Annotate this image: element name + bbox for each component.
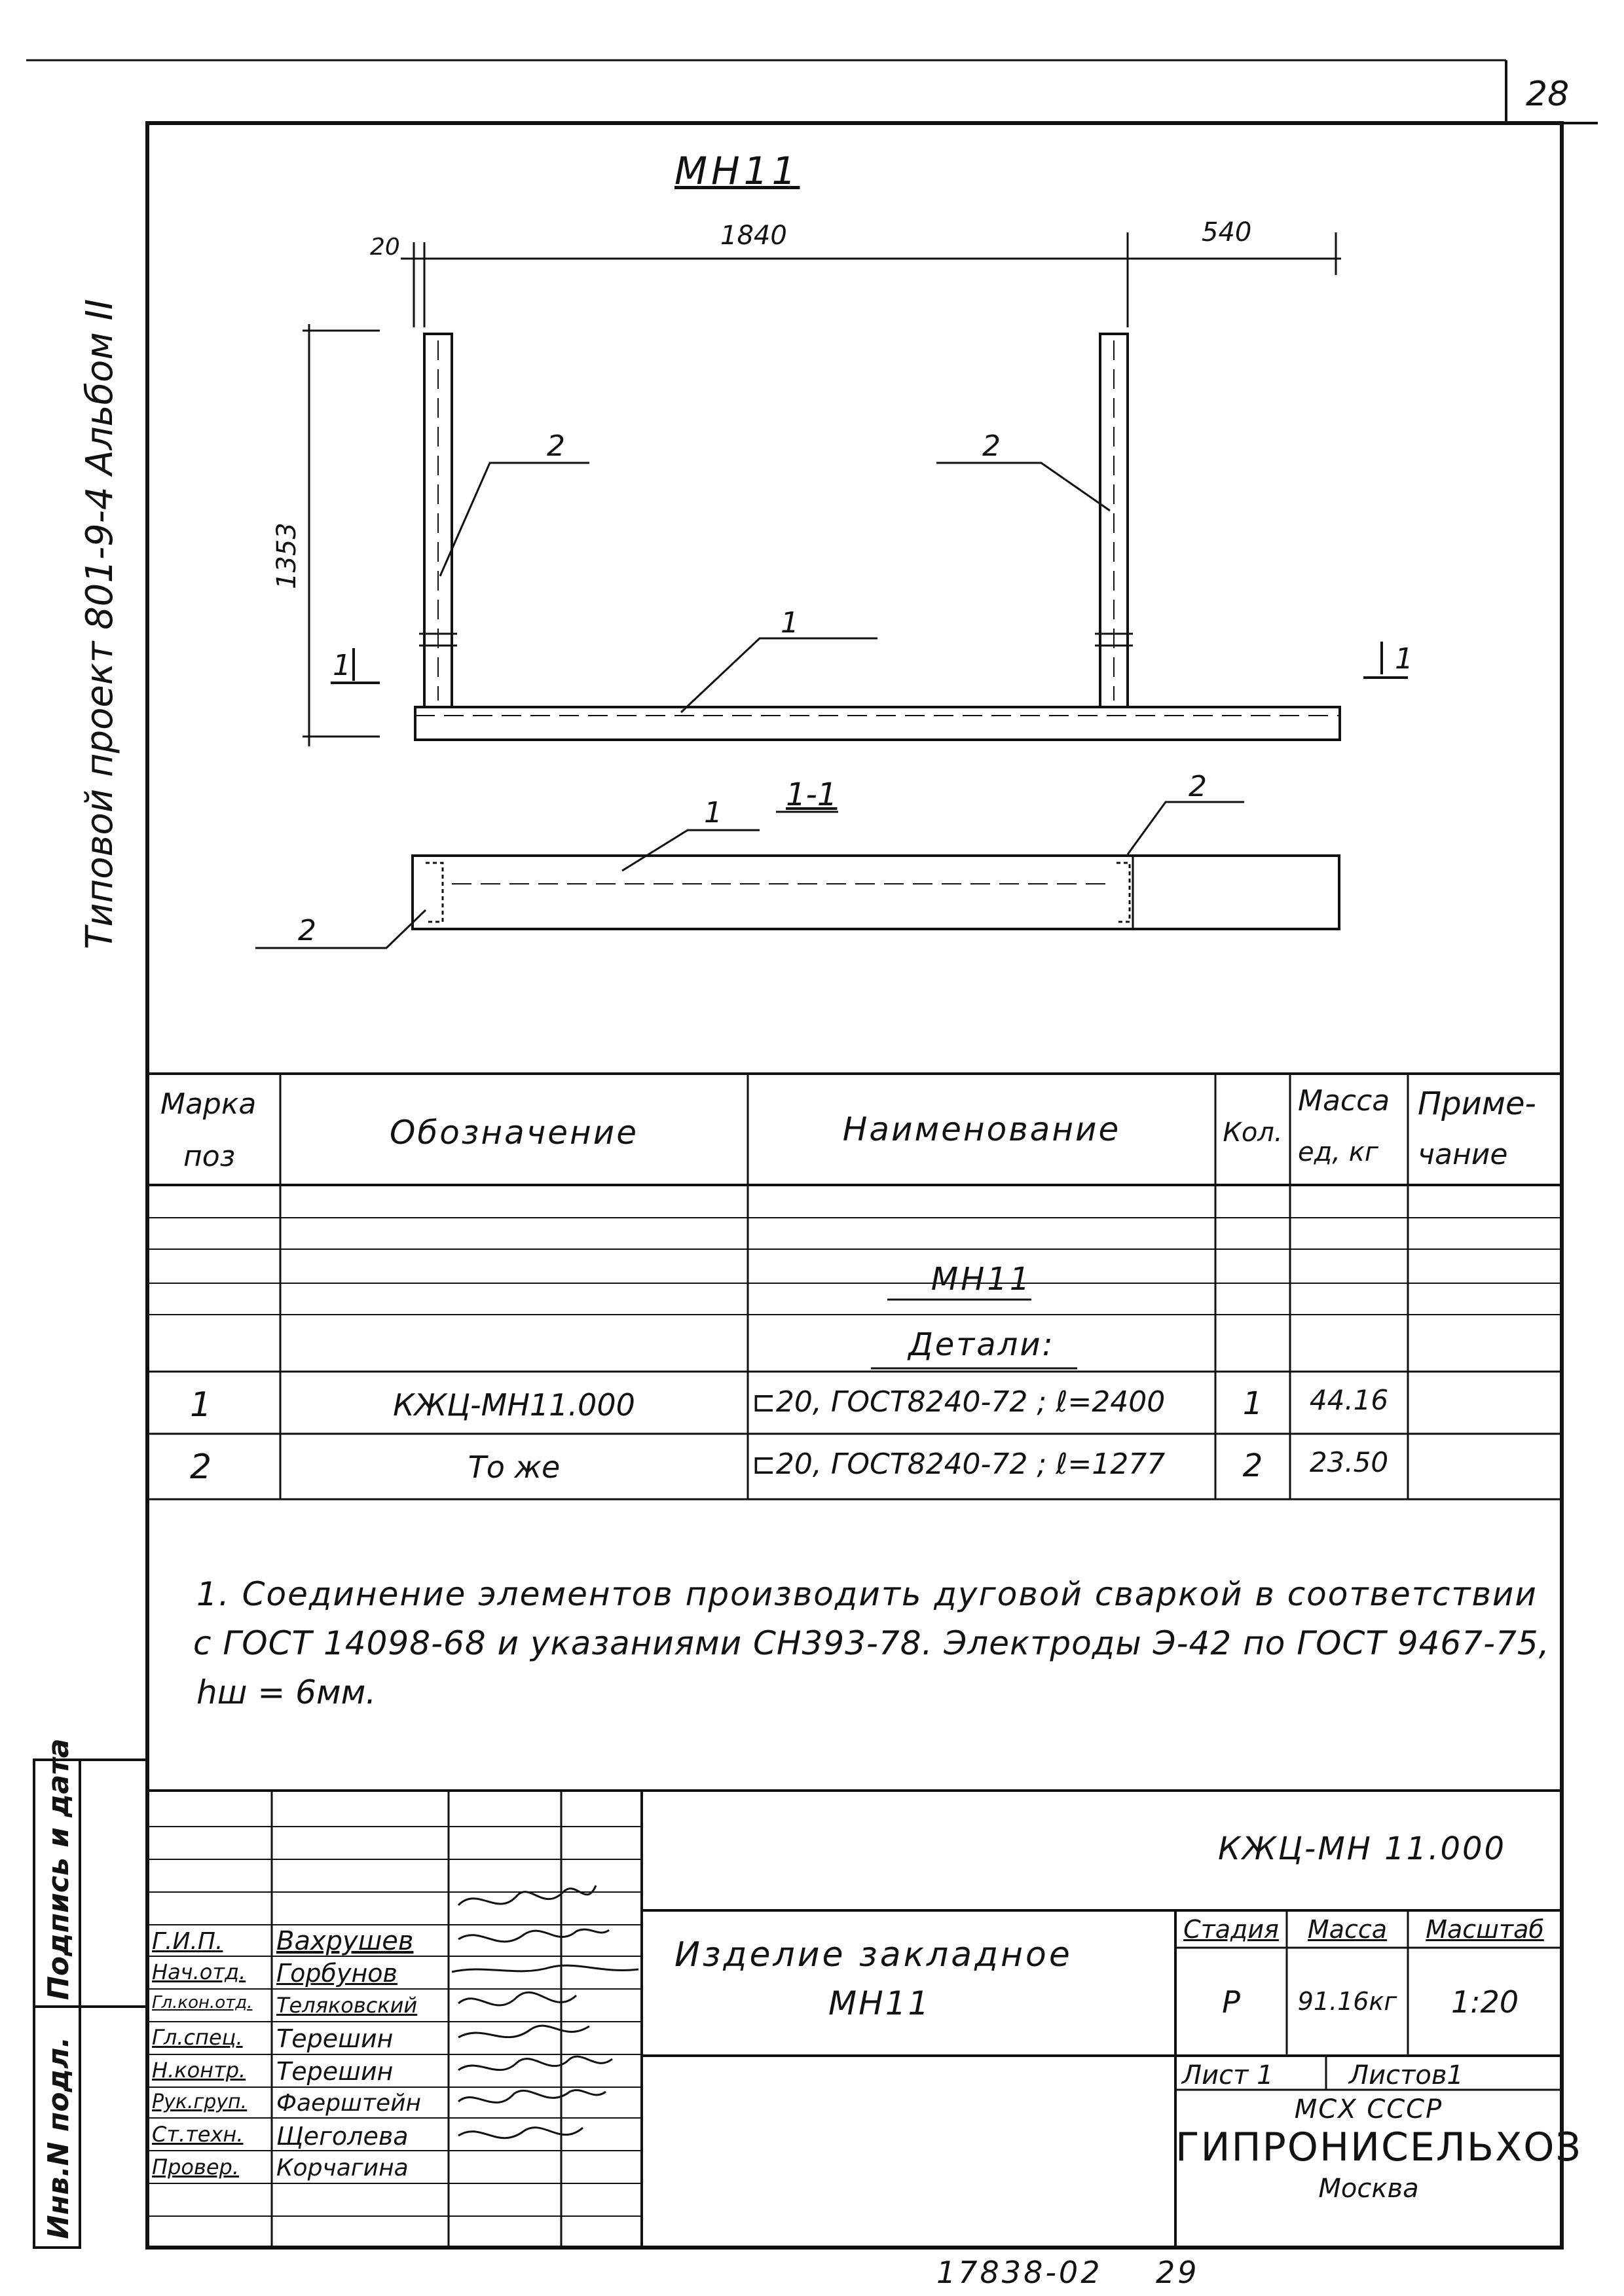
person-name: Теляковский	[276, 1993, 418, 2018]
person-name: Терешин	[276, 2057, 394, 2086]
group-title: МН11	[931, 1261, 1033, 1298]
role-label: Н.контр.	[152, 2058, 246, 2083]
role-label: Нач.отд.	[152, 1959, 246, 1984]
dim-540: 540	[1202, 217, 1252, 247]
dim-1840: 1840	[720, 221, 787, 251]
person-name: Терешин	[276, 2024, 394, 2053]
subgroup-title: Детали:	[908, 1326, 1055, 1363]
note-line: с ГОСТ 14098-68 и указаниями СН393-78. Электроды Э-42 по ГОСТ 9467-75,	[193, 1624, 1550, 1662]
row-designation: То же	[468, 1449, 561, 1485]
dim-1353: 1353	[272, 522, 302, 589]
pos-label: 2	[298, 914, 316, 947]
header-note: Приме-	[1418, 1085, 1536, 1122]
pos-label: 1	[781, 606, 799, 640]
role-label: Г.И.П.	[152, 1928, 223, 1955]
pos-label: 2	[547, 429, 565, 463]
row-qty: 1	[1242, 1385, 1263, 1422]
pos-label: 2	[1189, 770, 1207, 803]
mass-value: 91.16кг	[1297, 1987, 1397, 2016]
header-designation: Обозначение	[390, 1114, 638, 1152]
dim-20: 20	[370, 234, 400, 261]
stage-value: Р	[1222, 1984, 1240, 2020]
page-number: 28	[1526, 75, 1570, 114]
person-name: Корчагина	[276, 2155, 409, 2181]
stage-label: Стадия	[1183, 1915, 1279, 1944]
role-label: Гл.кон.отд.	[152, 1993, 253, 2013]
note-line: hш = 6мм.	[196, 1673, 377, 1711]
org-name: ГИПРОНИСЕЛЬХОЗ	[1175, 2124, 1582, 2170]
album-label: Типовой проект 801-9-4 Альбом II	[79, 299, 121, 949]
header-qty: Кол.	[1223, 1118, 1283, 1148]
signatures	[452, 1886, 638, 2138]
doc-code: КЖЦ-МН 11.000	[1218, 1831, 1507, 1867]
scale-label: Масштаб	[1426, 1915, 1544, 1944]
note-line: 1. Соединение элементов производить дуговой сваркой в соответствии	[196, 1575, 1538, 1613]
role-label: Гл.спец.	[152, 2025, 243, 2050]
sheet-label: Лист 1	[1182, 2060, 1274, 2090]
stamp-inventory-no: Инв.N подл.	[42, 2036, 75, 2239]
row-qty: 2	[1242, 1448, 1263, 1484]
header-mark-2: поз	[183, 1140, 236, 1173]
header-mark: Марка	[160, 1087, 257, 1121]
person-name: Щеголева	[276, 2122, 409, 2151]
org-city: Москва	[1318, 2174, 1419, 2204]
item-title: Изделие закладное	[674, 1935, 1073, 1975]
section-title: 1-1	[786, 776, 838, 813]
bottom-code: 17838-02	[936, 2255, 1103, 2290]
header-note-2: чание	[1418, 1138, 1508, 1171]
pos-label: 2	[982, 429, 1001, 463]
person-name: Вахрушев	[276, 1926, 414, 1956]
header-name: Наименование	[842, 1110, 1121, 1148]
row-name: ⊏20, ГОСТ8240-72 ; ℓ=1277	[752, 1448, 1166, 1481]
role-label: Ст.техн.	[152, 2122, 244, 2147]
row-name: ⊏20, ГОСТ8240-72 ; ℓ=2400	[752, 1385, 1166, 1419]
sheets-label: Листов1	[1349, 2060, 1464, 2090]
section-mark-right: 1	[1395, 642, 1413, 676]
person-name: Фаерштейн	[276, 2090, 422, 2117]
header-mass-unit: ед, кг	[1298, 1137, 1378, 1167]
row-mark: 2	[190, 1448, 212, 1487]
person-name: Горбунов	[276, 1959, 397, 1988]
item-title-code: МН11	[828, 1984, 931, 2022]
scale-value: 1:20	[1450, 1984, 1519, 2020]
bottom-page: 29	[1156, 2255, 1200, 2290]
row-mass: 44.16	[1309, 1384, 1389, 1416]
section-mark-left: 1	[333, 649, 351, 682]
row-mass: 23.50	[1309, 1446, 1389, 1478]
pos-label: 1	[704, 796, 722, 829]
row-mark: 1	[190, 1385, 212, 1425]
drawing-title: МН11	[674, 149, 800, 193]
header-mass: Масса	[1298, 1084, 1390, 1118]
row-designation: КЖЦ-МН11.000	[393, 1387, 635, 1423]
stamp-signature-date: Подпись и дата	[42, 1738, 75, 2000]
role-label: Рук.груп.	[152, 2090, 248, 2113]
mass-label: Масса	[1307, 1915, 1388, 1944]
org-ministry: МСХ СССР	[1294, 2094, 1443, 2124]
role-label: Провер.	[152, 2155, 239, 2179]
